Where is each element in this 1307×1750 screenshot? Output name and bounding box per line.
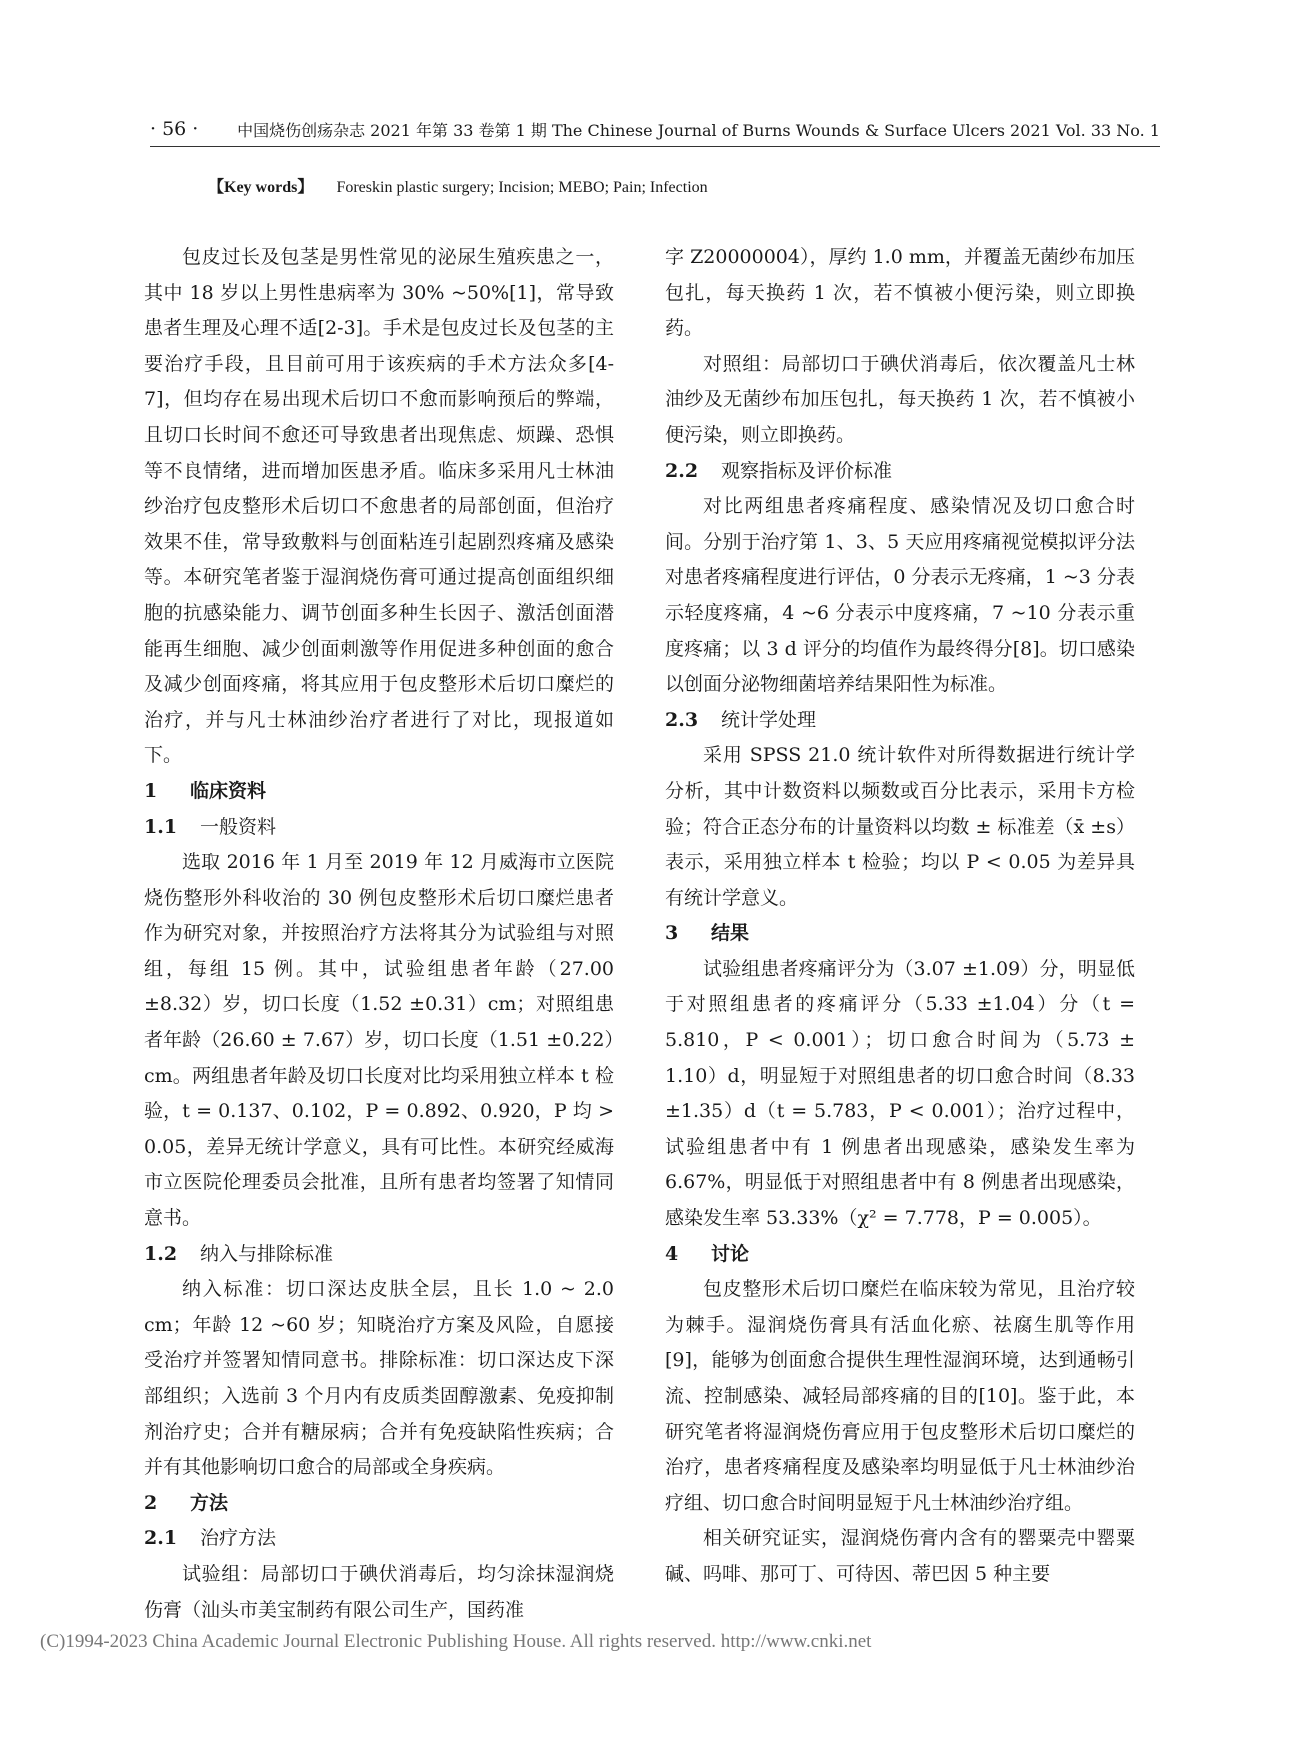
section-number: 4 (665, 1242, 679, 1265)
paragraph-continued: 字 Z20000004），厚约 1.0 mm，并覆盖无菌纱布加压包扎，每天换药 1 次，若不慎被小便污染，则立即换药。 (665, 246, 1135, 340)
section-number: 1.1 (144, 815, 178, 838)
right-column (665, 240, 1135, 1593)
section-title: 观察指标及评价标准 (721, 459, 893, 482)
section-2-1-heading (144, 1521, 614, 1557)
paragraph: 相关研究证实，湿润烧伤膏内含有的罂粟壳中罂粟碱、吗啡、那可丁、可待因、蒂巴因 5 种主要 (665, 1527, 1135, 1585)
section-3-heading (665, 916, 1135, 952)
section-2-heading (144, 1486, 614, 1522)
section-1-heading (144, 774, 614, 810)
journal-title: 中国烧伤创疡杂志 2021 年第 33 卷第 1 期 The Chinese Journal of Burns Wounds & Surface Ulcers 2021 Vol. 33 No. 1 (237, 121, 1160, 140)
section-number: 1 (144, 779, 158, 802)
section-title: 讨论 (711, 1242, 750, 1265)
paragraph: 纳入标准：切口深达皮肤全层，且长 1.0 ~ 2.0 cm；年龄 12 ~60 岁；知晓治疗方案及风险，自愿接受治疗并签署知情同意书。排除标准：切口深达皮下深部组织；入选前 3 个月内有皮质类固醇激素、免疫抑制剂治疗史；合并有糖尿病；合并有免疫缺陷性疾病；合并有其他影响切口愈合的局部或全身疾病。 (144, 1278, 614, 1479)
copyright-footer: (C)1994-2023 China Academic Journal Electronic Publishing House. All rights reserved. http://www.cnki.net (40, 1631, 872, 1652)
section-title: 结果 (711, 922, 750, 945)
paragraph: 试验组患者疼痛评分为（3.07 ±1.09）分，明显低于对照组患者的疼痛评分（5.33 ±1.04）分（t = 5.810，P < 0.001）；切口愈合时间为（5.73 ± 1.10）d，明显短于对照组患者的切口愈合时间（8.33 ±1.35）d（t = 5.783，P < 0.001）；治疗过程中，试验组患者中有 1 例患者出现感染，感染发生率为 6.67%，明显低于对照组患者中有 8 例患者出现感染，感染发生率 53.33%（χ² = 7.778，P = 0.005）。 (665, 957, 1135, 1230)
keywords (208, 174, 708, 197)
section-number: 3 (665, 922, 679, 945)
keywords-text: Foreskin plastic surgery; Incision; MEBO; Pain; Infection (336, 179, 708, 196)
section-number: 2.3 (665, 708, 699, 731)
section-number: 2.2 (665, 459, 699, 482)
section-title: 一般资料 (200, 815, 277, 838)
section-title: 纳入与排除标准 (200, 1242, 334, 1265)
keywords-label: 【Key words】 (208, 179, 314, 196)
header-rule (150, 146, 1160, 147)
section-title: 方法 (190, 1491, 229, 1514)
paragraph: 选取 2016 年 1 月至 2019 年 12 月威海市立医院烧伤整形外科收治的 30 例包皮整形术后切口糜烂患者作为研究对象，并按照治疗方法将其分为试验组与对照组，每组 15 例。其中，试验组患者年龄（27.00 ±8.32）岁，切口长度（1.52 ±0.31）cm；对照组患者年龄（26.60 ± 7.67）岁，切口长度（1.51 ±0.22）cm。两组患者年龄及切口长度对比均采用独立样本 t 检验，t = 0.137、0.102，P = 0.892、0.920，P 均 > 0.05，差异无统计学意义，具有可比性。本研究经威海市立医院伦理委员会批准，且所有患者均签署了知情同意书。 (144, 851, 614, 1230)
section-number: 2.1 (144, 1527, 178, 1550)
paragraph: 包皮整形术后切口糜烂在临床较为常见，且治疗较为棘手。湿润烧伤膏具有活血化瘀、祛腐生肌等作用[9]，能够为创面愈合提供生理性湿润环境，达到通畅引流、控制感染、减轻局部疼痛的目的[10]。鉴于此，本研究笔者将湿润烧伤膏应用于包皮整形术后切口糜烂的治疗，患者疼痛程度及感染率均明显低于凡士林油纱治疗组、切口愈合时间明显短于凡士林油纱治疗组。 (665, 1278, 1135, 1514)
intro-paragraph: 包皮过长及包茎是男性常见的泌尿生殖疾患之一，其中 18 岁以上男性患病率为 30% ~50%[1]，常导致患者生理及心理不适[2-3]。手术是包皮过长及包茎的主要治疗手段，且目前可用于该疾病的手术方法众多[4-7]，但均存在易出现术后切口不愈而影响预后的弊端，且切口长时间不愈还可导致患者出现焦虑、烦躁、恐惧等不良情绪，进而增加医患矛盾。临床多采用凡士林油纱治疗包皮整形术后切口不愈患者的局部创面，但治疗效果不佳，常导致敷料与创面粘连引起剧烈疼痛及感染等。本研究笔者鉴于湿润烧伤膏可通过提高创面组织细胞的抗感染能力、调节创面多种生长因子、激活创面潜能再生细胞、减少创面刺激等作用促进多种创面的愈合及减少创面疼痛，将其应用于包皮整形术后切口糜烂的治疗，并与凡士林油纱治疗者进行了对比，现报道如下。 (144, 246, 614, 767)
section-2-3-heading (665, 703, 1135, 739)
paragraph: 对比两组患者疼痛程度、感染情况及切口愈合时间。分别于治疗第 1、3、5 天应用疼痛视觉模拟评分法对患者疼痛程度进行评估，0 分表示无疼痛，1 ~3 分表示轻度疼痛，4 ~6 分表示中度疼痛，7 ~10 分表示重度疼痛；以 3 d 评分的均值作为最终得分[8]。切口感染以创面分泌物细菌培养结果阳性为标准。 (665, 495, 1135, 696)
running-header (150, 118, 1160, 146)
section-number: 2 (144, 1491, 158, 1514)
section-4-heading (665, 1237, 1135, 1273)
section-2-2-heading (665, 454, 1135, 490)
section-title: 治疗方法 (200, 1527, 277, 1550)
page-number: · 56 · (150, 118, 199, 140)
section-1-2-heading (144, 1237, 614, 1273)
section-number: 1.2 (144, 1242, 178, 1265)
paragraph: 采用 SPSS 21.0 统计软件对所得数据进行统计学分析，其中计数资料以频数或百分比表示，采用卡方检验；符合正态分布的计量资料以均数 ± 标准差（x̄ ±s）表示，采用独立样本 t 检验；均以 P < 0.05 为差异具有统计学意义。 (665, 744, 1135, 909)
section-1-1-heading (144, 810, 614, 846)
section-title: 临床资料 (190, 779, 267, 802)
section-title: 统计学处理 (721, 708, 817, 731)
left-column (144, 240, 614, 1628)
paragraph: 对照组：局部切口于碘伏消毒后，依次覆盖凡士林油纱及无菌纱布加压包扎，每天换药 1 次，若不慎被小便污染，则立即换药。 (665, 352, 1135, 446)
paragraph: 试验组：局部切口于碘伏消毒后，均匀涂抹湿润烧伤膏（汕头市美宝制药有限公司生产，国药准 (144, 1562, 614, 1621)
